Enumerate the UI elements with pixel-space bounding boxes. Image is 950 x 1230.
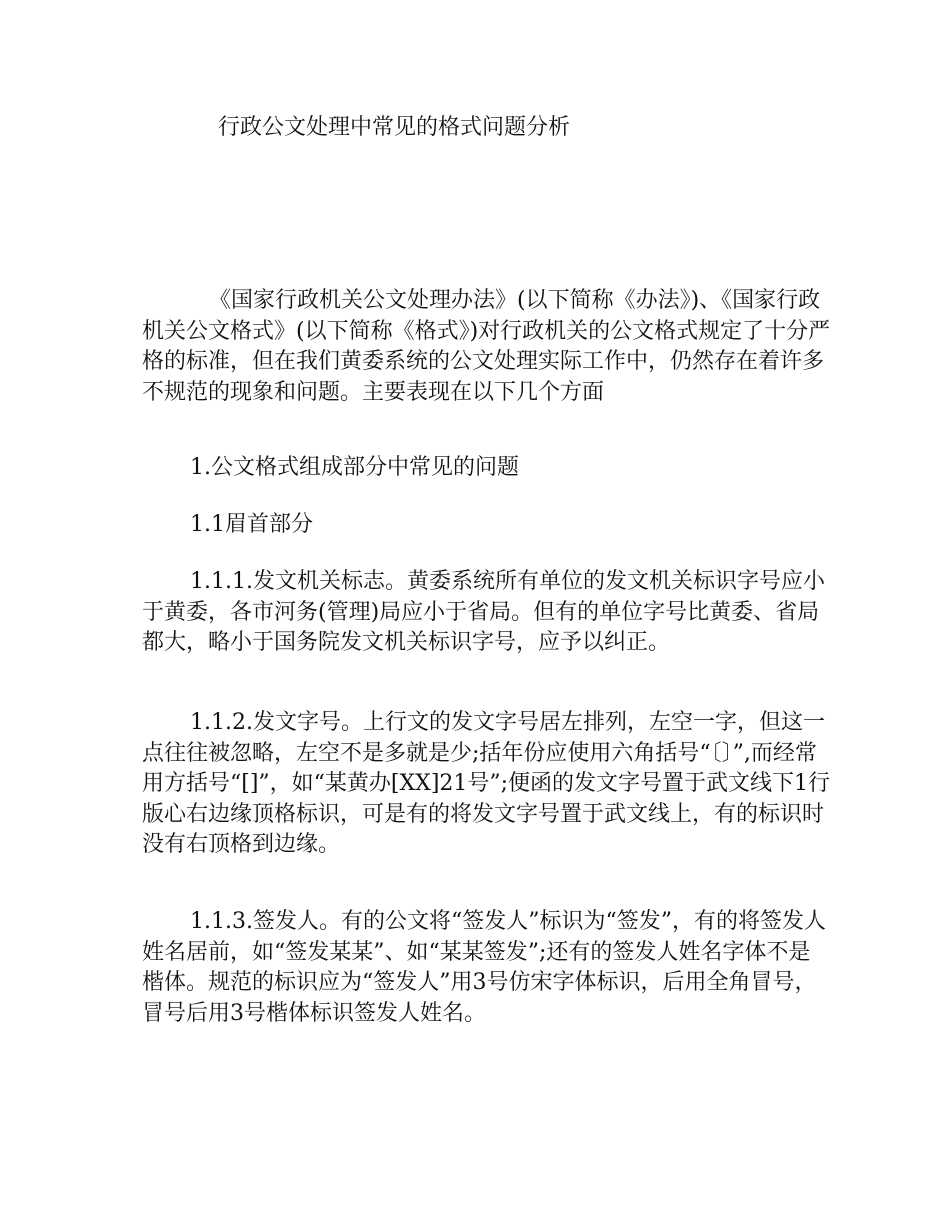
item-1-1-2-paragraph: 1.1.2.发文字号。上行文的发文字号居左排列，左空一字，但这一点往往被忽略，左空不是多就是少;括年份应使用六角括号“〔〕”,而经常用方括号“[]”，如“某黄办[XX]21号”;便函的发文字号置于武文线下1行版心右边缘顶格标识，可是有的将发文字号置于武文线上，有的标识时没有右顶格到边缘。 xyxy=(142,710,831,858)
section-1-1-heading: 1.1眉首部分 xyxy=(190,512,313,537)
item-1-1-3-paragraph: 1.1.3.签发人。有的公文将“签发人”标识为“签发”，有的将签发人姓名居前，如“签发某某”、如“某某签发”;还有的签发人姓名字体不是楷体。规范的标识应为“签发人”用3号仿宋字体标识，后用全角冒号，冒号后用3号楷体标识签发人姓名。 xyxy=(142,909,826,1026)
intro-paragraph: 《国家行政机关公文处理办法》(以下简称《办法》)、《国家行政机关公文格式》(以下简称《格式》)对行政机关的公文格式规定了十分严格的标准，但在我们黄委系统的公文处理实际工作中，仍然存在着许多不规范的现象和问题。主要表现在以下几个方面 xyxy=(142,288,831,405)
item-1-1-1-paragraph: 1.1.1.发文机关标志。黄委系统所有单位的发文机关标识字号应小于黄委，各市河务(管理)局应小于省局。但有的单位字号比黄委、省局都大，略小于国务院发文机关标识字号，应予以纠正。 xyxy=(142,569,825,656)
section-1-heading: 1.公文格式组成部分中常见的问题 xyxy=(190,455,519,480)
document-title: 行政公文处理中常见的格式问题分析 xyxy=(218,115,571,140)
